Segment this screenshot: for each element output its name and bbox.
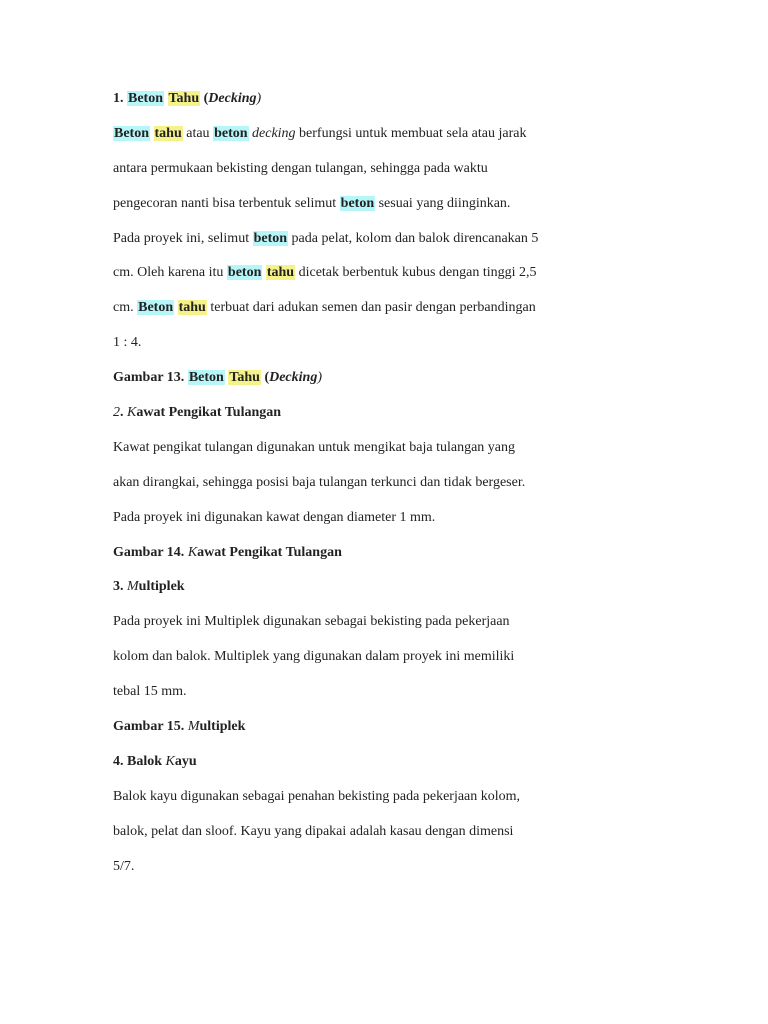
text-run: Pada proyek ini, selimut [113,230,253,246]
text-run: akan dirangkai, sehingga posisi baja tulangan terkunci dan tidak bergeser. [113,474,526,490]
heading-beton-tahu [113,86,593,121]
text-run: cm. Oleh karena itu [113,265,227,281]
figure-caption-15 [113,714,593,749]
text-run: 3. [113,579,127,595]
text-run: awat Pengikat Tulangan [197,544,342,560]
text-run: M [187,719,200,735]
text-run: 1 : 4. [113,335,142,351]
heading-kawat-pengikat [113,400,593,435]
paragraph-line [113,435,593,470]
text-run: ) [317,370,322,386]
text-run: ultiplek [199,719,246,735]
paragraph-line [113,226,593,261]
text-run: kolom dan balok. Multiplek yang digunakan dalam proyek ini memiliki [113,649,515,665]
text-run: antara permukaan bekisting dengan tulangan, sehingga pada waktu [113,160,488,176]
paragraph-line [113,609,593,644]
paragraph-line [113,679,593,714]
text-run: sesuai yang diinginkan. [375,195,511,211]
highlight-cyan: Beton [138,300,174,316]
highlight-cyan: beton [227,265,262,281]
text-run: tebal 15 mm. [113,684,187,700]
paragraph-line [113,156,593,191]
paragraph-line [113,644,593,679]
text-run: atau [182,125,214,141]
text-run: K [127,405,137,421]
figure-caption-14 [113,540,593,575]
paragraph-line [113,470,593,505]
text-run [150,126,154,141]
heading-balok-kayu [113,749,593,784]
paragraph-line [113,191,593,226]
text-run: 4. Balok [113,753,166,769]
text-run: Gambar 13. [113,370,188,386]
text-run: terbuat dari adukan semen dan pasir dengan perbandingan [206,300,536,316]
figure-caption-13 [113,365,593,400]
text-run: Decking [269,370,318,386]
paragraph-line [113,854,593,889]
paragraph-line [113,505,593,540]
highlight-cyan: Beton [114,125,149,141]
paragraph-line [113,784,593,819]
text-run: Gambar 14. [113,544,188,560]
text-run: Pada proyek ini Multiplek digunakan sebagai bekisting pada pekerjaan [113,614,510,630]
text-run: ultiplek [138,579,185,595]
text-run: Kawat pengikat tulangan digunakan untuk mengikat baja tulangan yang [113,439,515,455]
text-run: K [165,753,175,769]
text-run: Gambar 15. [113,719,188,735]
highlight-yellow: Tahu [168,91,200,106]
document-page [113,86,593,888]
text-run: pengecoran nanti bisa terbentuk selimut [113,195,340,211]
paragraph-line [113,819,593,854]
text-run: ) [256,91,262,106]
text-run: decking [252,125,296,141]
paragraph-line [113,121,593,156]
text-run: ayu [174,753,197,769]
text-run: . [120,405,127,421]
highlight-yellow: Tahu [229,370,260,386]
paragraph-line [113,260,593,295]
text-run: awat Pengikat Tulangan [136,405,282,421]
text-run: cm. [113,300,138,316]
text-run: 5/7. [113,858,135,874]
highlight-cyan: beton [214,125,248,141]
text-run: ( [260,370,270,386]
highlight-yellow: tahu [154,125,182,141]
highlight-yellow: tahu [266,265,295,281]
highlight-cyan: beton [253,230,288,246]
text-run: K [187,544,198,560]
text-run: berfungsi untuk membuat sela atau jarak [295,125,527,141]
text-run: pada pelat, kolom dan balok direncanakan 5 [288,230,539,246]
text-run: ( [200,91,209,106]
highlight-cyan: Beton [188,370,224,386]
paragraph-line [113,295,593,330]
text-run: Pada proyek ini digunakan kawat dengan diameter 1 mm. [113,509,436,525]
text-run: balok, pelat dan sloof. Kayu yang dipakai adalah kasau dengan dimensi [113,823,514,839]
highlight-yellow: tahu [178,300,206,316]
text-run: 2 [113,405,120,421]
paragraph-line [113,330,593,365]
text-run: Decking [208,91,257,106]
text-run: 1. [113,91,127,106]
highlight-cyan: beton [340,195,375,211]
heading-multiplek [113,574,593,609]
text-run: Balok kayu digunakan sebagai penahan bekisting pada pekerjaan kolom, [113,788,521,804]
text-run [164,91,168,106]
text-run: dicetak berbentuk kubus dengan tinggi 2,5 [295,265,537,281]
text-run: M [127,579,139,595]
highlight-cyan: Beton [128,91,163,106]
